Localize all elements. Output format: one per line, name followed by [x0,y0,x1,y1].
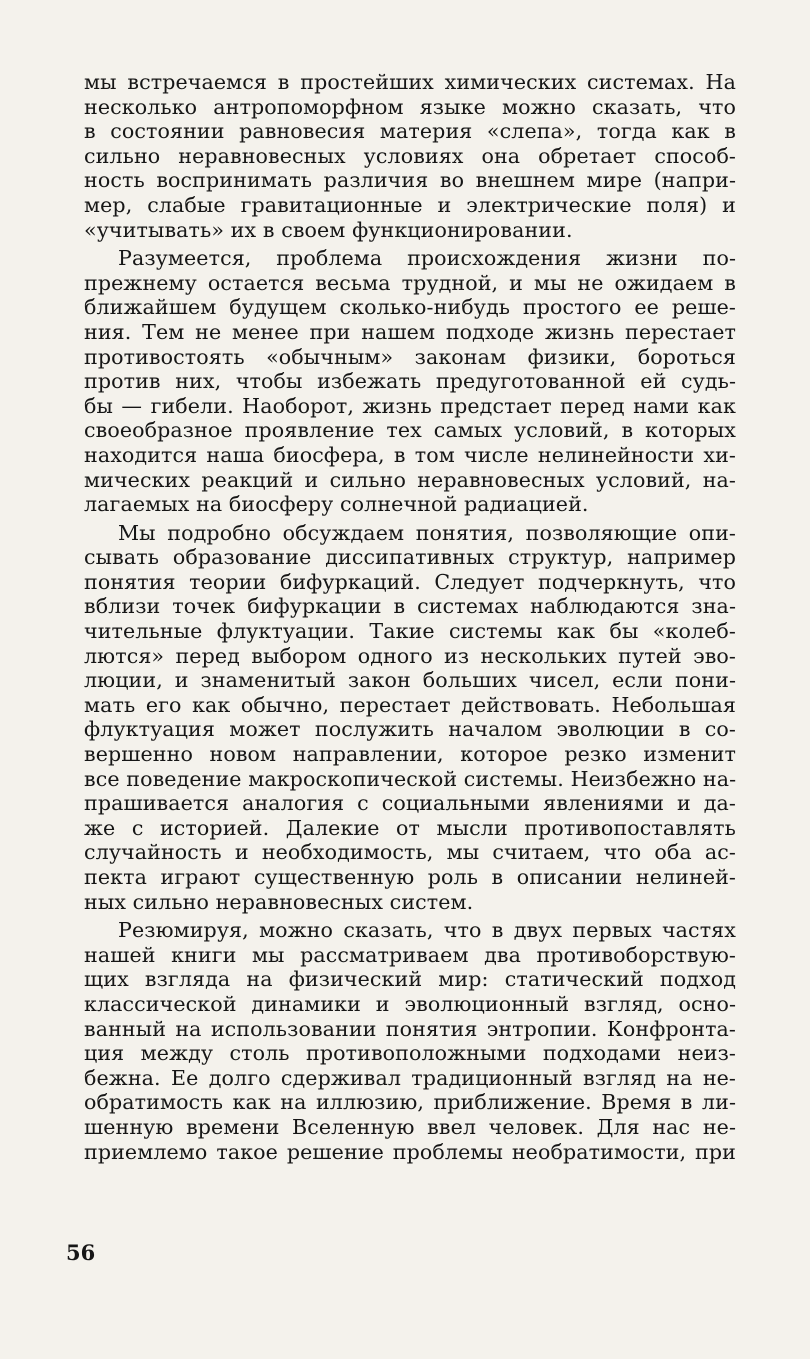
text-line: вблизи точек бифуркации в системах наблюдаются зна- [84,594,736,619]
text-line: противостоять «обычным» законам физики, бороться [84,344,736,369]
text-line: в состоянии равновесия материя «слепа», тогда как в [84,119,736,144]
text-line: лются» перед выбором одного из нескольких путей эво- [84,643,736,668]
paragraph [84,521,736,915]
text-line: щих взгляда на физический мир: статический подход [84,967,736,992]
text-line: чительные флуктуации. Такие системы как бы «колеб- [84,619,736,644]
text-line: своеобразное проявление тех самых условий, в которых [84,418,736,443]
text-line: классической динамики и эволюционный взгляд, осно- [84,991,736,1016]
text-line: мер, слабые гравитационные и электрические поля) и [84,192,736,217]
text-line: Резюмируя, можно сказать, что в двух первых частях [118,918,736,943]
text-line: бежна. Ее долго сдерживал традиционный взгляд на не- [84,1065,736,1090]
text-line: бы — гибели. Наоборот, жизнь предстает перед нами как [84,393,736,418]
text-line: обратимость как на иллюзию, приближение. Время в ли- [84,1090,736,1115]
text-line: шенную времени Вселенную ввел человек. Для нас не- [84,1114,736,1139]
text-line: все поведение макроскопической системы. Неизбежно на- [84,766,737,791]
text-line: ближайшем будущем сколько-нибудь простого ее реше- [84,295,736,320]
text-line: сильно неравновесных условиях она обретает способ- [84,143,736,168]
body-text [84,70,736,1164]
text-line: мических реакций и сильно неравновесных условий, на- [84,467,736,492]
text-line: мы встречаемся в простейших химических системах. На [84,70,736,94]
text-line: Разумеется, проблема происхождения жизни по- [118,246,736,271]
paragraph [84,70,736,242]
text-line: понятия теории бифуркаций. Следует подчеркнуть, что [84,569,736,594]
paragraph [84,246,736,517]
text-line: несколько антропоморфном языке можно сказать, что [84,94,736,119]
text-line: прашивается аналогия с социальными явлениями и да- [84,791,736,816]
text-line: находится наша биосфера, в том числе нелинейности хи- [84,442,736,467]
text-line: флуктуация может послужить началом эволюции в со- [84,717,736,742]
text-line: мать его как обычно, перестает действовать. Небольшая [84,692,736,717]
text-line: лагаемых на биосферу солнечной радиацией. [84,492,589,517]
text-line: пекта играют существенную роль в описании нелиней- [84,865,736,889]
text-line: ция между столь противоположными подходами неиз- [84,1041,736,1066]
text-line: ность воспринимать различия во внешнем мире (напри- [84,168,736,193]
text-line: ния. Тем не менее при нашем подходе жизнь перестает [84,319,736,344]
text-line: против них, чтобы избежать предуготованной ей судь- [84,369,736,394]
text-line: вершенно новом направлении, которое резко изменит [84,742,736,767]
page-number: 56 [66,1240,96,1265]
paragraph [84,918,736,1164]
text-line: случайность и необходимость, мы считаем, что оба ас- [84,840,736,865]
text-line: приемлемо такое решение проблемы необратимости, при [84,1139,736,1164]
text-line: прежнему остается весьма трудной, и мы не ожидаем в [84,270,736,295]
text-line: «учитывать» их в своем функционировании. [84,217,573,242]
text-line: нашей книги мы рассматриваем два противоборствую- [84,942,736,967]
text-line: ванный на использовании понятия энтропии. Конфронта- [84,1016,736,1041]
text-line: люции, и знаменитый закон больших чисел, если пони- [84,668,736,693]
text-line: же с историей. Далекие от мысли противопоставлять [84,815,736,840]
text-line: сывать образование диссипативных структур, например [84,545,736,570]
text-line: Мы подробно обсуждаем понятия, позволяющие опи- [118,520,736,545]
text-line: ных сильно неравновесных систем. [84,889,474,914]
